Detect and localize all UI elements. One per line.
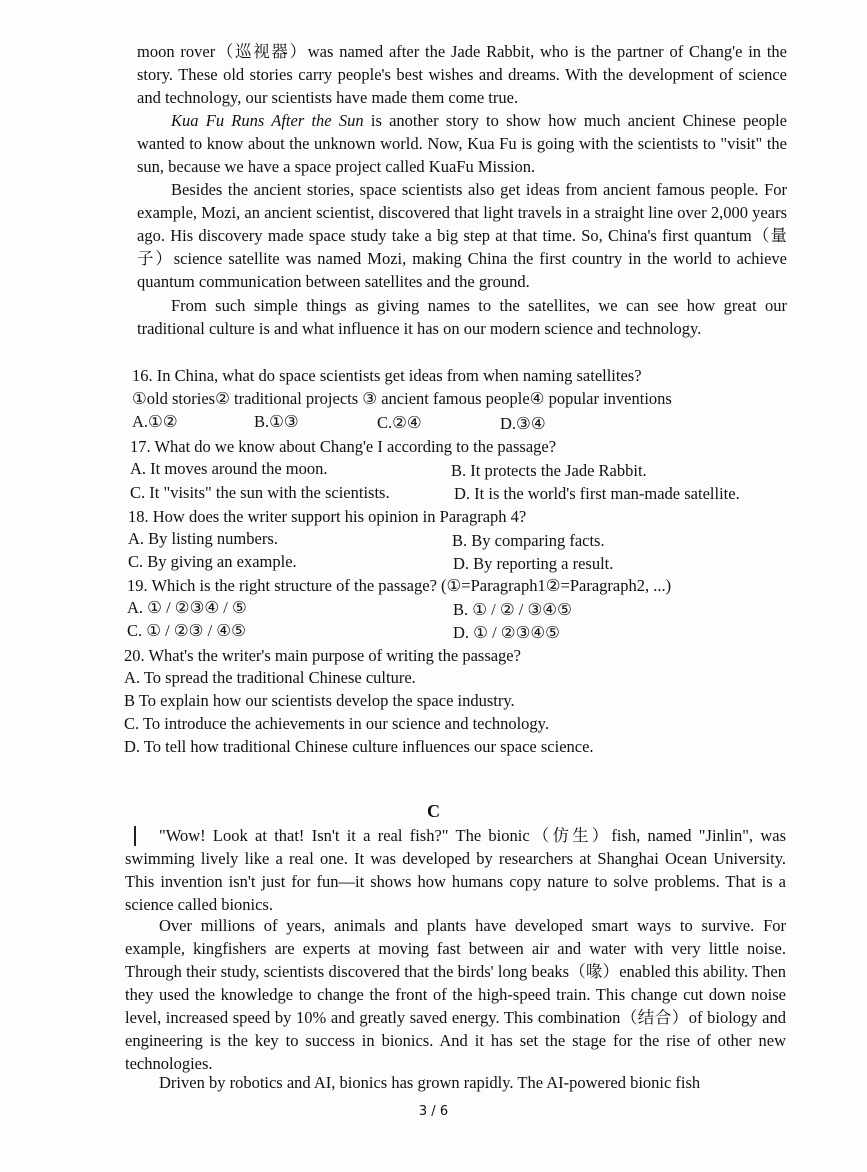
passage-b-paragraph-3 xyxy=(137,178,787,293)
passage-b-paragraph-1: moon rover（巡视器）was named after the Jade Rabbit, who is the partner of Chang'e in the story. These old stories carry people's best wishes and dreams. With the development of science and technology, our scientists have made them come true. xyxy=(137,42,787,107)
question-17-option-c[interactable]: C. It "visits" the sun with the scientists. xyxy=(130,483,390,502)
question-19-stem: 19. Which is the right structure of the passage? (①=Paragraph1②=Paragraph2, ...) xyxy=(127,576,672,595)
question-18-option-a[interactable]: A. By listing numbers. xyxy=(128,529,278,548)
passage-b-paragraph-2-text: is another story to show how much ancient Chinese people wanted to know about the unknown world. Now, Kua Fu is going with the scientists to "visit" the sun, because we have a space project called KuaFu Mission. xyxy=(137,111,787,176)
passage-c-paragraph-3 xyxy=(125,1071,786,1094)
passage-b-paragraph-4-text: From such simple things as giving names to the satellites, we can see how great our traditional culture is and what influence it has on our modern science and technology. xyxy=(137,296,787,338)
question-19-option-a[interactable]: A. ① / ②③④ / ⑤ xyxy=(127,598,247,617)
story-title: Kua Fu Runs After the Sun xyxy=(171,111,364,130)
passage-c-title: C xyxy=(427,801,440,821)
question-20-option-a[interactable]: A. To spread the traditional Chinese culture. xyxy=(124,668,416,687)
passage-c-paragraph-1 xyxy=(125,824,786,916)
question-18-option-d[interactable]: D. By reporting a result. xyxy=(453,554,614,573)
question-16-option-d[interactable]: D.③④ xyxy=(500,414,546,433)
question-18-option-b[interactable]: B. By comparing facts. xyxy=(452,531,605,550)
question-17-stem: 17. What do we know about Chang'e I according to the passage? xyxy=(130,437,557,456)
question-16-option-b[interactable]: B.①③ xyxy=(254,412,299,431)
question-17-option-a[interactable]: A. It moves around the moon. xyxy=(130,459,328,478)
question-20-option-b[interactable]: B To explain how our scientists develop the space industry. xyxy=(124,691,515,710)
question-18-option-c[interactable]: C. By giving an example. xyxy=(128,552,297,571)
passage-c-paragraph-2 xyxy=(125,914,786,1075)
question-20-option-d[interactable]: D. To tell how traditional Chinese culture influences our space science. xyxy=(124,737,594,756)
question-16-option-a[interactable]: A.①② xyxy=(132,412,178,431)
passage-c-paragraph-2-text: Over millions of years, animals and plants have developed smart ways to survive. For example, kingfishers are experts at moving fast between air and water with very little noise. Through their study, scientists discovered that the birds' long beaks（喙）enabled this ability. Then they used the knowledge to change the front of the high-speed train. This change cut down noise level, increased speed by 10% and greatly saved energy. This combination（结合）of biology and engineering is the key to success in bionics. And it has set the stage for the rise of other new technologies. xyxy=(125,916,786,1073)
question-20-stem: 20. What's the writer's main purpose of writing the passage? xyxy=(124,646,521,665)
question-16-items: ①old stories② traditional projects ③ ancient famous people④ popular inventions xyxy=(132,389,672,408)
question-18-stem: 18. How does the writer support his opinion in Paragraph 4? xyxy=(128,507,527,526)
passage-b-paragraph-2 xyxy=(137,109,787,178)
question-17-option-d[interactable]: D. It is the world's first man-made satellite. xyxy=(454,484,740,503)
question-19-option-d[interactable]: D. ① / ②③④⑤ xyxy=(453,623,560,642)
question-17-option-b[interactable]: B. It protects the Jade Rabbit. xyxy=(451,461,647,480)
passage-c-paragraph-3-text: Driven by robotics and AI, bionics has grown rapidly. The AI-powered bionic fish xyxy=(159,1073,701,1092)
question-16-stem: 16. In China, what do space scientists get ideas from when naming satellites? xyxy=(132,366,642,385)
question-19-option-b[interactable]: B. ① / ② / ③④⑤ xyxy=(453,600,572,619)
passage-b-paragraph-3-text: Besides the ancient stories, space scientists also get ideas from ancient famous people. For example, Mozi, an ancient scientist, discovered that light travels in a straight line over 2,000 years ago. His discovery made space study take a big step at that time. So, China's first quantum（量子）science satellite was named Mozi, making China the first country in the world to achieve quantum communication between satellites and the ground. xyxy=(137,180,787,291)
page-number: 3 / 6 xyxy=(418,1104,449,1119)
passage-c-paragraph-1-text: "Wow! Look at that! Isn't it a real fish?" The bionic（仿生）fish, named "Jinlin", was swimming lively like a real one. It was developed by researchers at Shanghai Ocean University. This invention isn't just for fun—it shows how humans copy nature to solve problems. That is a science called bionics. xyxy=(125,826,786,914)
question-20-option-c[interactable]: C. To introduce the achievements in our science and technology. xyxy=(124,714,549,733)
question-19-option-c[interactable]: C. ① / ②③ / ④⑤ xyxy=(127,621,246,640)
question-16-option-c[interactable]: C.②④ xyxy=(377,413,422,432)
passage-b-paragraph-4 xyxy=(137,294,787,340)
